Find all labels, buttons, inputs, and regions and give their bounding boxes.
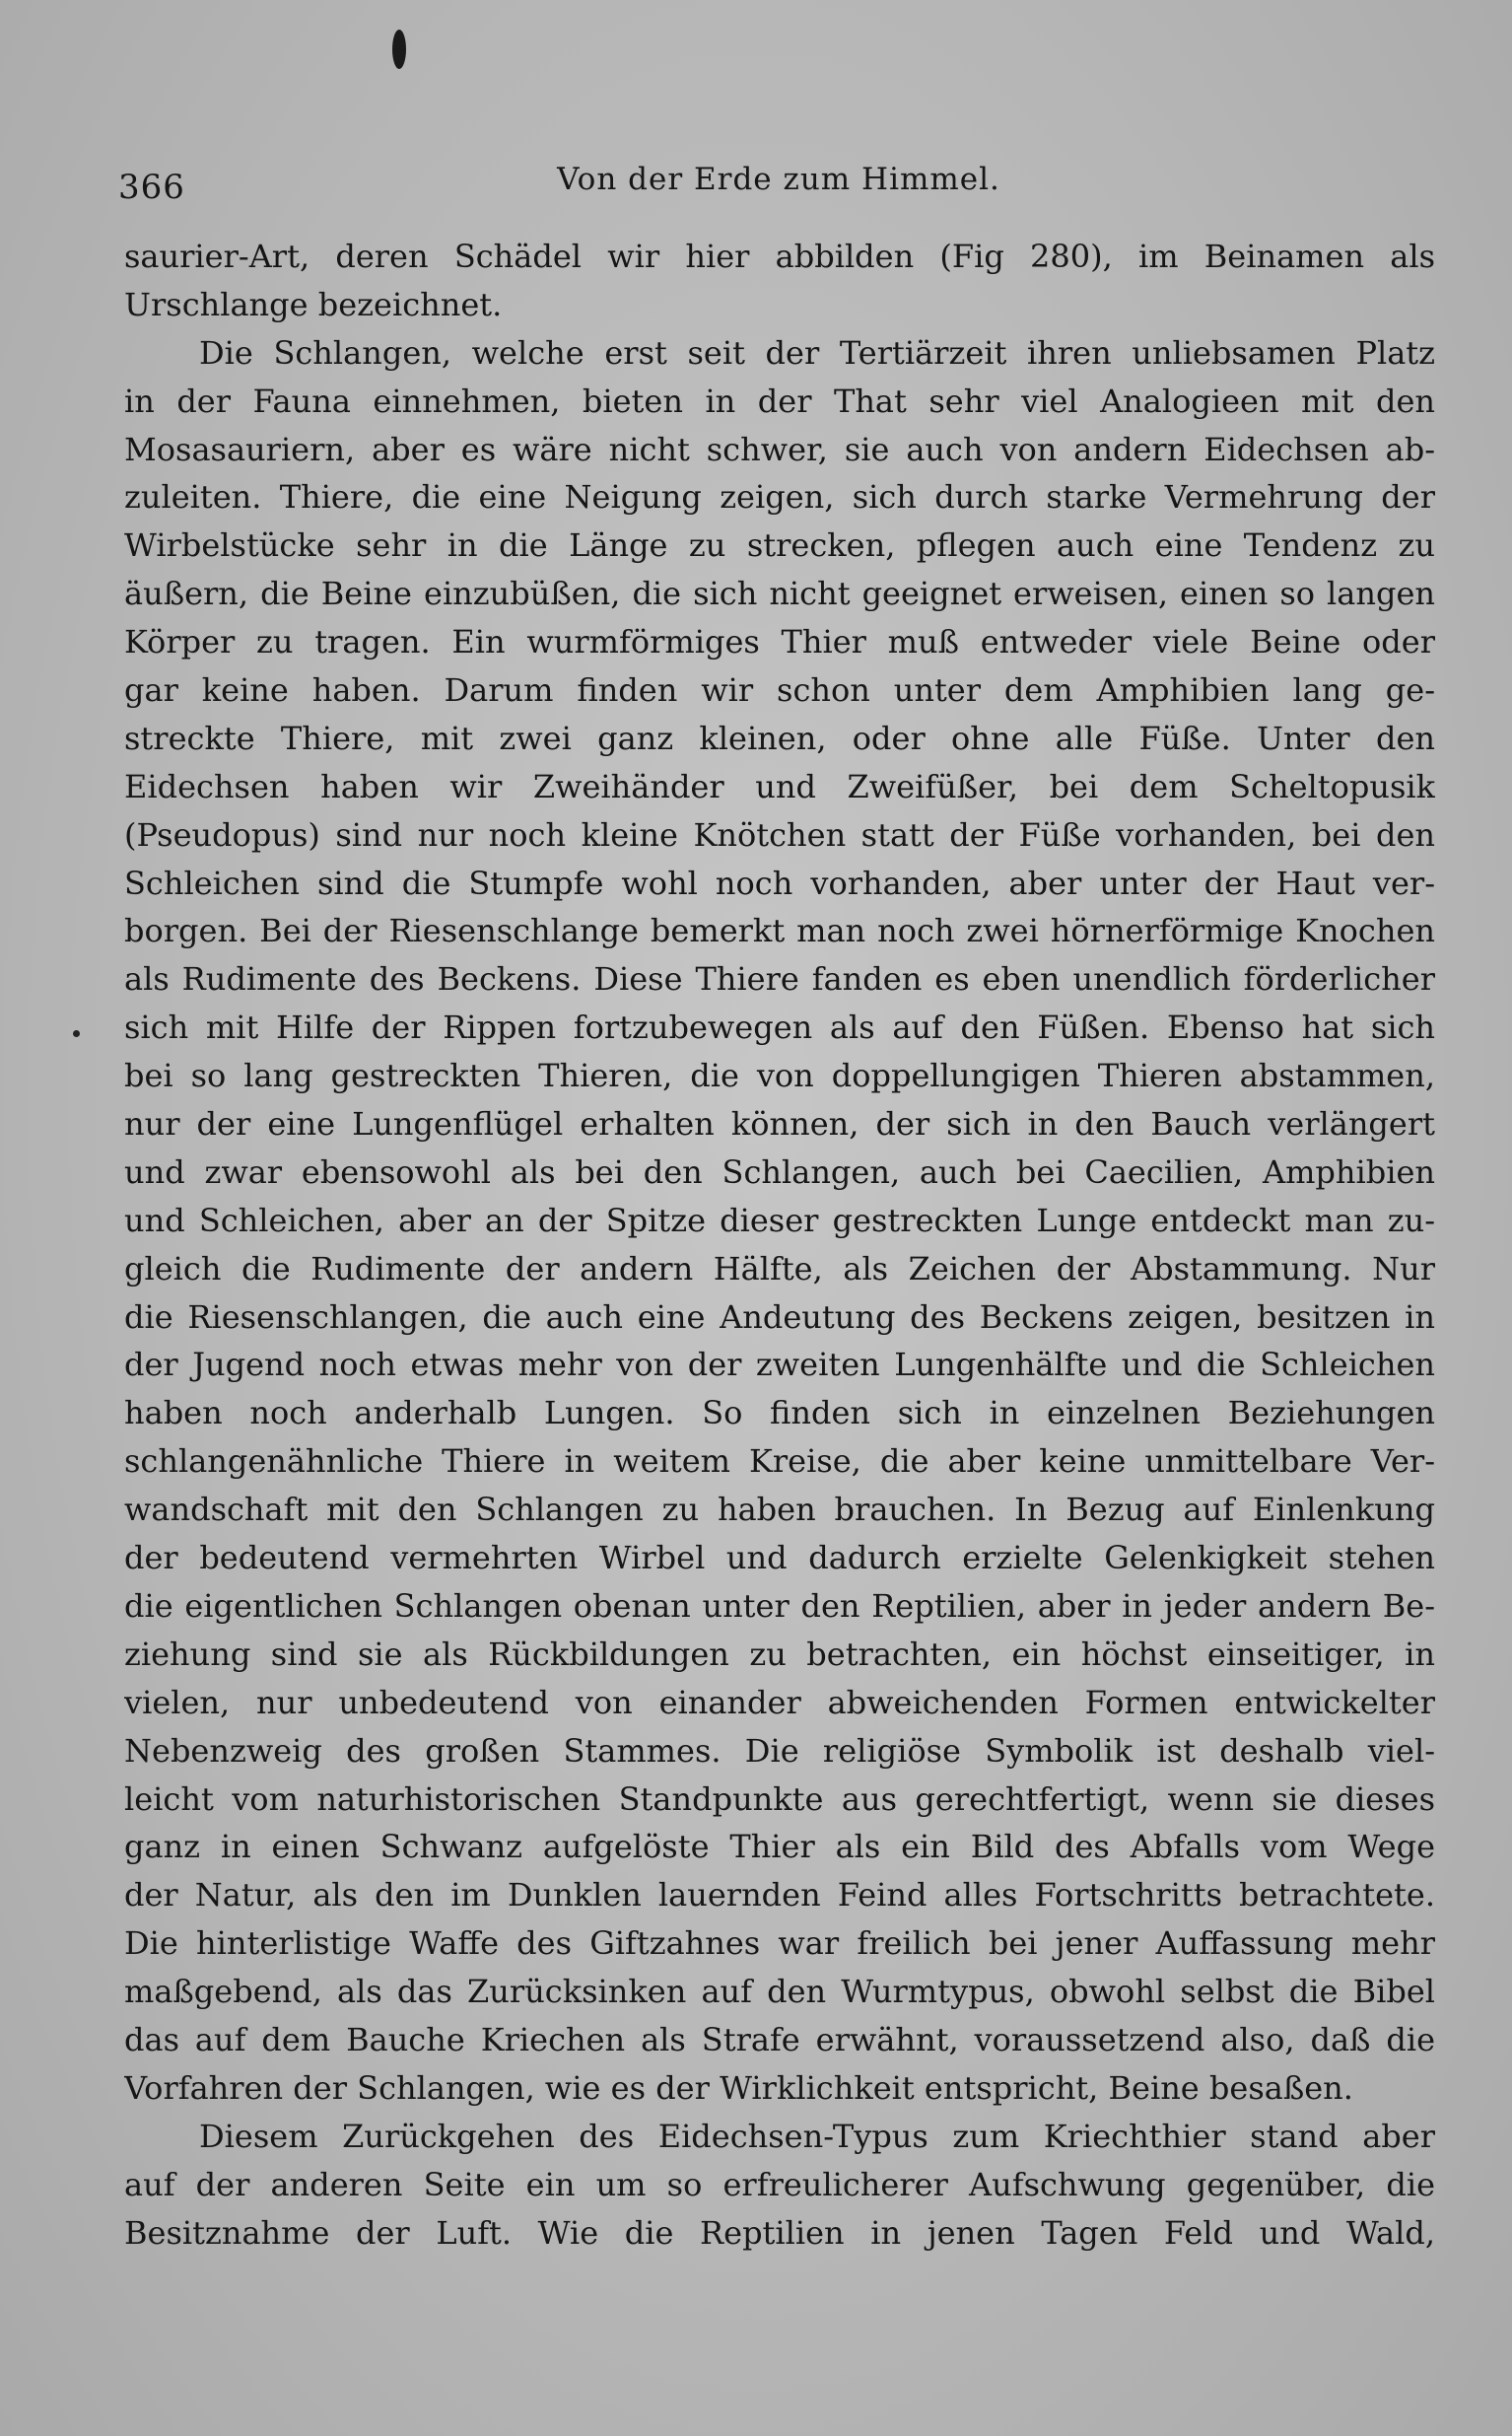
text-line: Besitznahme der Luft. Wie die Reptilien in jenen Tagen Feld und Wald, xyxy=(124,2213,1435,2252)
text-line: Schleichen sind die Stumpfe wohl noch vorhanden, aber unter der Haut ver- xyxy=(124,864,1435,902)
text-line: saurier-Art, deren Schädel wir hier abbilden (Fig 280), im Beinamen als xyxy=(124,238,1435,275)
text-line: streckte Thiere, mit zwei ganz kleinen, oder ohne alle Füße. Unter den xyxy=(124,719,1435,757)
page-number: 366 xyxy=(118,168,185,207)
body-text xyxy=(124,233,1435,2257)
text-line: schlangenähnliche Thiere in weitem Kreise, die aber keine unmittelbare Ver- xyxy=(124,1442,1435,1481)
running-head: Von der Erde zum Himmel. xyxy=(557,162,1000,197)
text-line: wandschaft mit den Schlangen zu haben brauchen. In Bezug auf Einlenkung xyxy=(124,1491,1435,1529)
text-line: Körper zu tragen. Ein wurmförmiges Thier muß entweder viele Beine oder xyxy=(124,623,1435,661)
text-line: äußern, die Beine einzubüßen, die sich nicht geeignet erweisen, einen so langen xyxy=(124,575,1435,613)
text-line: und Schleichen, aber an der Spitze dieser gestreckten Lunge entdeckt man zu- xyxy=(124,1201,1435,1239)
text-line: Diesem Zurückgehen des Eidechsen-Typus zum Kriechthier stand aber xyxy=(199,2117,1435,2155)
text-line: Mosasauriern, aber es wäre nicht schwer, sie auch von andern Eidechsen ab- xyxy=(124,430,1435,468)
text-line: die Riesenschlangen, die auch eine Andeutung des Beckens zeigen, besitzen in xyxy=(124,1297,1435,1336)
text-line: der Jugend noch etwas mehr von der zweiten Lungenhälfte und die Schleichen xyxy=(124,1346,1435,1384)
text-line: Vorfahren der Schlangen, wie es der Wirklichkeit entspricht, Beine besaßen. xyxy=(124,2068,1353,2107)
text-line: vielen, nur unbedeutend von einander abweichenden Formen entwickelter xyxy=(124,1683,1435,1721)
text-line: (Pseudopus) sind nur noch kleine Knötchen statt der Füße vorhanden, bei den xyxy=(124,815,1435,854)
text-line: ziehung sind sie als Rückbildungen zu betrachten, ein höchst einseitiger, in xyxy=(124,1635,1435,1673)
text-line: ganz in einen Schwanz aufgelöste Thier als ein Bild des Abfalls vom Wege xyxy=(124,1828,1435,1866)
text-line: zuleiten. Thiere, die eine Neigung zeigen, sich durch starke Vermehrung der xyxy=(124,478,1435,517)
text-line: als Rudimente des Beckens. Diese Thiere fanden es eben unendlich förderlicher xyxy=(124,960,1435,999)
text-line: sich mit Hilfe der Rippen fortzubewegen als auf den Füßen. Ebenso hat sich xyxy=(124,1009,1435,1047)
margin-speck-mark xyxy=(73,1030,80,1037)
page-header xyxy=(118,158,1439,217)
text-line: Eidechsen haben wir Zweihänder und Zweifüßer, bei dem Scheltopusik xyxy=(124,767,1435,805)
text-line: Urschlange bezeichnet. xyxy=(124,285,503,323)
text-line: gleich die Rudimente der andern Hälfte, als Zeichen der Abstammung. Nur xyxy=(124,1249,1435,1288)
text-line: maßgebend, als das Zurücksinken auf den Wurmtypus, obwohl selbst die Bibel xyxy=(124,1973,1435,2011)
text-line: haben noch anderhalb Lungen. So finden sich in einzelnen Beziehungen xyxy=(124,1394,1435,1432)
text-line: nur der eine Lungenflügel erhalten können, der sich in den Bauch verlängert xyxy=(124,1105,1435,1144)
text-line: der Natur, als den im Dunklen lauernden Feind alles Fortschritts betrachtete. xyxy=(124,1876,1435,1914)
text-line: und zwar ebensowohl als bei den Schlangen, auch bei Caecilien, Amphibien xyxy=(124,1152,1435,1191)
text-line: auf der anderen Seite ein um so erfreulicherer Aufschwung gegenüber, die xyxy=(124,2165,1435,2203)
text-line: der bedeutend vermehrten Wirbel und dadurch erzielte Gelenkigkeit stehen xyxy=(124,1539,1435,1577)
text-line: Die Schlangen, welche erst seit der Tertiärzeit ihren unliebsamen Platz xyxy=(199,333,1435,372)
text-line: die eigentlichen Schlangen obenan unter den Reptilien, aber in jeder andern Be- xyxy=(124,1586,1435,1625)
text-line: das auf dem Bauche Kriechen als Strafe erwähnt, voraussetzend also, daß die xyxy=(124,2020,1435,2058)
text-line: gar keine haben. Darum finden wir schon unter dem Amphibien lang ge- xyxy=(124,671,1435,710)
text-line: in der Fauna einnehmen, bieten in der That sehr viel Analogieen mit den xyxy=(124,382,1435,420)
text-line: leicht vom naturhistorischen Standpunkte aus gerechtfertigt, wenn sie dieses xyxy=(124,1779,1435,1818)
text-line: bei so lang gestreckten Thieren, die von doppellungigen Thieren abstammen, xyxy=(124,1057,1435,1095)
ink-blot-mark xyxy=(392,30,406,69)
text-line: Wirbelstücke sehr in die Länge zu strecken, pflegen auch eine Tendenz zu xyxy=(124,526,1435,565)
text-line: Nebenzweig des großen Stammes. Die religiöse Symbolik ist deshalb viel- xyxy=(124,1731,1435,1770)
text-line: borgen. Bei der Riesenschlange bemerkt man noch zwei hörnerförmige Knochen xyxy=(124,912,1435,950)
text-line: Die hinterlistige Waffe des Giftzahnes war freilich bei jener Auffassung mehr xyxy=(124,1924,1435,1963)
